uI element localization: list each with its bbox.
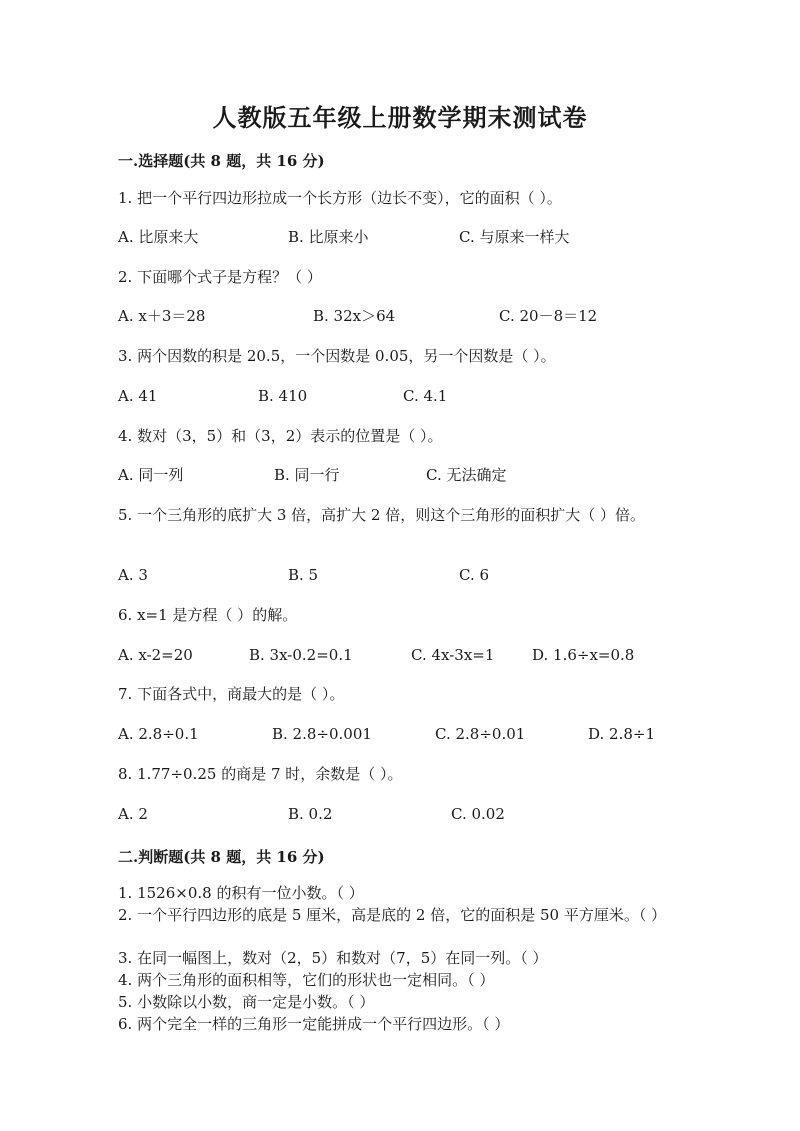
question-2-options xyxy=(118,304,678,328)
option-c[interactable]: C. 6 xyxy=(459,566,490,584)
question-3: 3. 两个因数的积是 20.5，一个因数是 0.05，另一个因数是（ ）。 xyxy=(118,347,556,365)
question-1-options xyxy=(118,225,678,249)
judgment-3: 3. 在同一幅图上，数对（2，5）和数对（7，5）在同一列。（ ） xyxy=(118,949,548,967)
option-a[interactable]: A. 3 xyxy=(118,566,148,584)
option-c[interactable]: C. 2.8÷0.01 xyxy=(435,725,526,743)
option-b[interactable]: B. 5 xyxy=(288,566,319,584)
section-heading-multiple-choice: 一.选择题(共 8 题，共 16 分) xyxy=(118,152,325,170)
judgment-6: 6. 两个完全一样的三角形一定能拼成一个平行四边形。（ ） xyxy=(118,1015,510,1033)
option-b[interactable]: B. 3x-0.2=0.1 xyxy=(249,646,353,664)
option-c[interactable]: C. 无法确定 xyxy=(426,466,507,484)
question-4: 4. 数对（3，5）和（3，2）表示的位置是（ ）。 xyxy=(118,427,443,445)
option-a[interactable]: A. 比原来大 xyxy=(118,228,199,246)
option-c[interactable]: C. 20－8＝12 xyxy=(499,307,598,325)
judgment-1: 1. 1526×0.8 的积有一位小数。（ ） xyxy=(118,884,364,902)
option-a[interactable]: A. 2.8÷0.1 xyxy=(118,725,199,743)
option-a[interactable]: A. 41 xyxy=(118,387,158,405)
option-a[interactable]: A. 2 xyxy=(118,805,148,823)
option-d[interactable]: D. 1.6÷x=0.8 xyxy=(532,646,635,664)
question-6: 6. x=1 是方程（ ）的解。 xyxy=(118,606,298,624)
option-b[interactable]: B. 0.2 xyxy=(288,805,333,823)
option-a[interactable]: A. 同一列 xyxy=(118,466,184,484)
option-b[interactable]: B. 2.8÷0.001 xyxy=(272,725,372,743)
judgment-5: 5. 小数除以小数，商一定是小数。（ ） xyxy=(118,993,375,1011)
option-c[interactable]: C. 4x-3x=1 xyxy=(411,646,495,664)
question-4-options xyxy=(118,463,678,487)
option-c[interactable]: C. 0.02 xyxy=(451,805,505,823)
question-8: 8. 1.77÷0.25 的商是 7 时，余数是（ ）。 xyxy=(118,765,403,783)
question-3-options xyxy=(118,384,678,408)
option-c[interactable]: C. 4.1 xyxy=(403,387,448,405)
question-7: 7. 下面各式中，商最大的是（ ）。 xyxy=(118,685,345,703)
option-c[interactable]: C. 与原来一样大 xyxy=(459,228,570,246)
option-b[interactable]: B. 同一行 xyxy=(274,466,340,484)
judgment-4: 4. 两个三角形的面积相等，它们的形状也一定相同。（ ） xyxy=(118,971,495,989)
exam-title: 人教版五年级上册数学期末测试卷 xyxy=(212,103,588,132)
judgment-2: 2. 一个平行四边形的底是 5 厘米，高是底的 2 倍，它的面积是 50 平方厘米。（ ） xyxy=(118,906,667,924)
question-1: 1. 把一个平行四边形拉成一个长方形（边长不变），它的面积（ ）。 xyxy=(118,189,562,207)
question-2: 2. 下面哪个式子是方程？（ ） xyxy=(118,268,322,286)
option-b[interactable]: B. 比原来小 xyxy=(288,228,369,246)
question-5: 5. 一个三角形的底扩大 3 倍，高扩大 2 倍，则这个三角形的面积扩大（ ）倍。 xyxy=(118,506,646,524)
option-d[interactable]: D. 2.8÷1 xyxy=(588,725,655,743)
option-b[interactable]: B. 410 xyxy=(258,387,308,405)
option-b[interactable]: B. 32x＞64 xyxy=(313,307,396,325)
question-6-options xyxy=(118,643,678,667)
section-heading-true-false: 二.判断题(共 8 题，共 16 分) xyxy=(118,848,325,866)
question-8-options xyxy=(118,802,678,826)
question-5-options xyxy=(118,563,678,587)
option-a[interactable]: A. x-2=20 xyxy=(118,646,193,664)
option-a[interactable]: A. x＋3＝28 xyxy=(118,307,206,325)
question-7-options xyxy=(118,722,678,746)
